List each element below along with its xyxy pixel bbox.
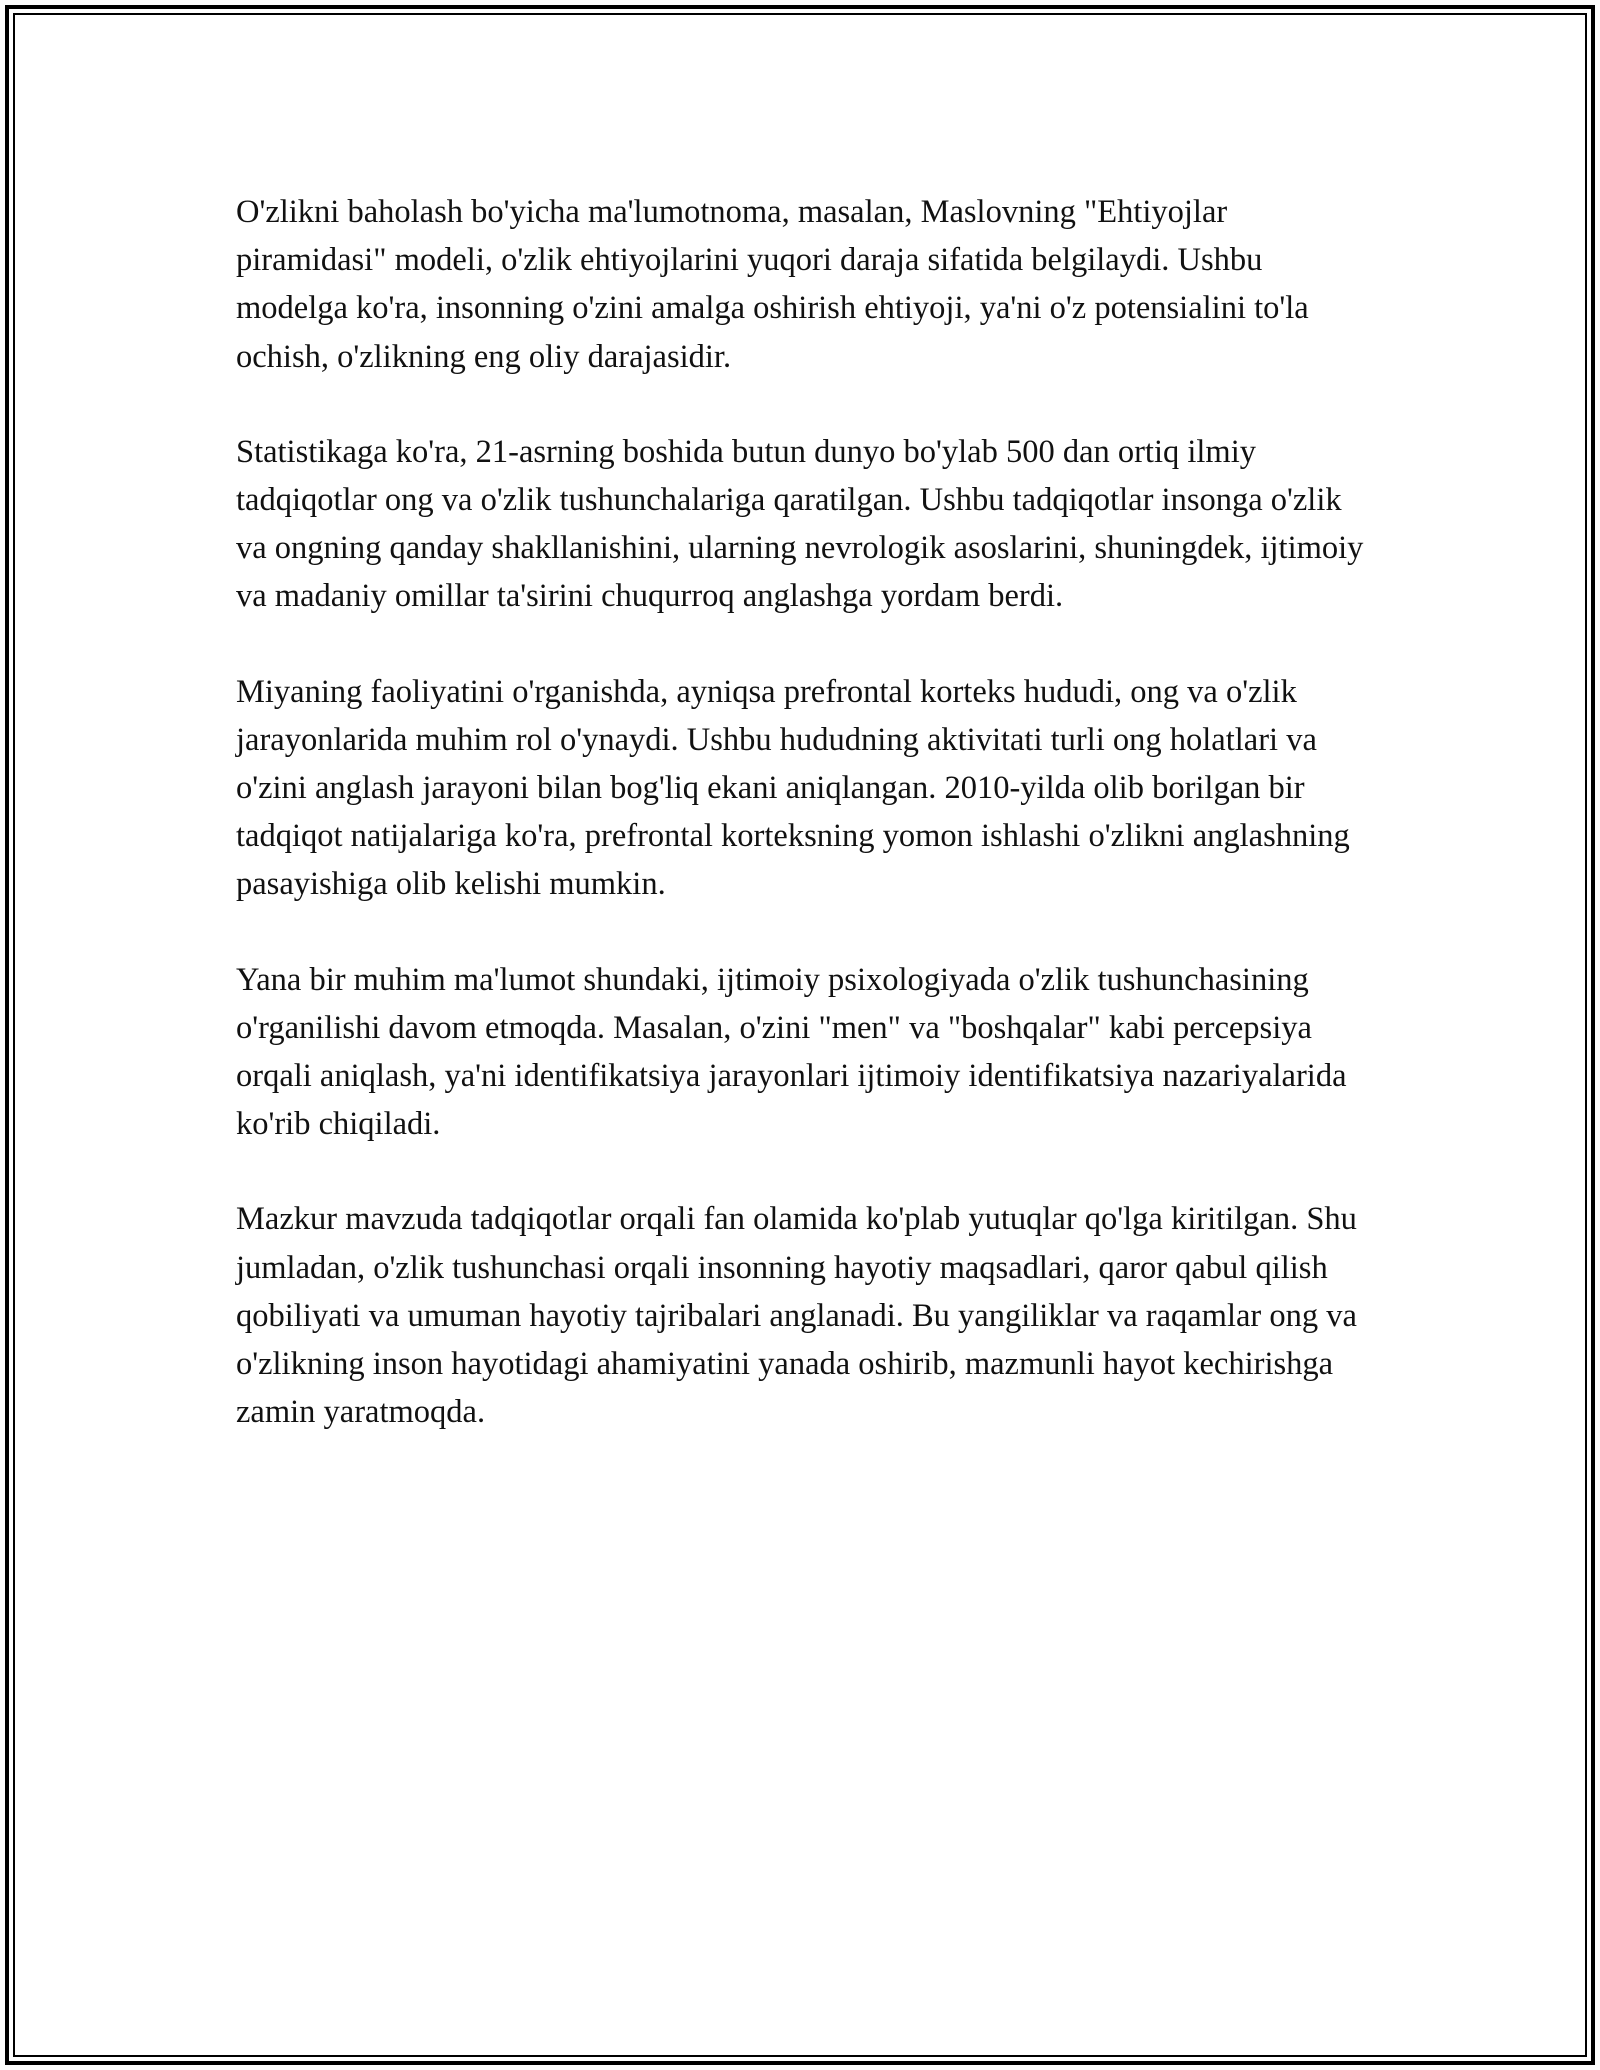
document-body [236, 188, 1366, 1483]
paragraph: Miyaning faoliyatini o'rganishda, ayniqsa prefrontal korteks hududi, ong va o'zlik jarayonlarida muhim rol o'ynaydi. Ushbu hududning aktivitati turli ong holatlari va o'zini anglash jarayoni bilan bog'liq ekani aniqlangan. 2010-yilda olib borilgan bir tadqiqot natijalariga ko'ra, prefrontal korteksning yomon ishlashi o'zlikni anglashning pasayishiga olib kelishi mumkin. [236, 673, 1350, 903]
paragraph: Yana bir muhim ma'lumot shundaki, ijtimoiy psixologiyada o'zlik tushunchasining o'rganilishi davom etmoqda. Masalan, o'zini "men" va "boshqalar" kabi percepsiya orqali aniqlash, ya'ni identifikatsiya jarayonlari ijtimoiy identifikatsiya nazariyalarida ko'rib chiqiladi. [236, 961, 1347, 1143]
paragraph: Statistikaga ko'ra, 21-asrning boshida butun dunyo bo'ylab 500 dan ortiq ilmiy tadqiqotlar ong va o'zlik tushunchalariga qaratilgan. Ushbu tadqiqotlar insonga o'zlik va ongning qanday shakllanishini, ularning nevrologik asoslarini, shuningdek, ijtimoiy va madaniy omillar ta'sirini chuqurroq anglashga yordam berdi. [236, 433, 1364, 615]
paragraph: Mazkur mavzuda tadqiqotlar orqali fan olamida ko'plab yutuqlar qo'lga kiritilgan. Shu jumladan, o'zlik tushunchasi orqali insonning hayotiy maqsadlari, qaror qabul qilish qobiliyati va umuman hayotiy tajribalari anglanadi. Bu yangiliklar va raqamlar ong va o'zlikning inson hayotidagi ahamiyatini yanada oshirib, mazmunli hayot kechirishga zamin yaratmoqda. [236, 1201, 1357, 1431]
paragraph: O'zlikni baholash bo'yicha ma'lumotnoma, masalan, Maslovning "Ehtiyojlar piramidasi" modeli, o'zlik ehtiyojlarini yuqori daraja sifatida belgilaydi. Ushbu modelga ko'ra, insonning o'zini amalga oshirish ehtiyoji, ya'ni o'z potensialini to'la ochish, o'zlikning eng oliy darajasidir. [236, 194, 1309, 375]
